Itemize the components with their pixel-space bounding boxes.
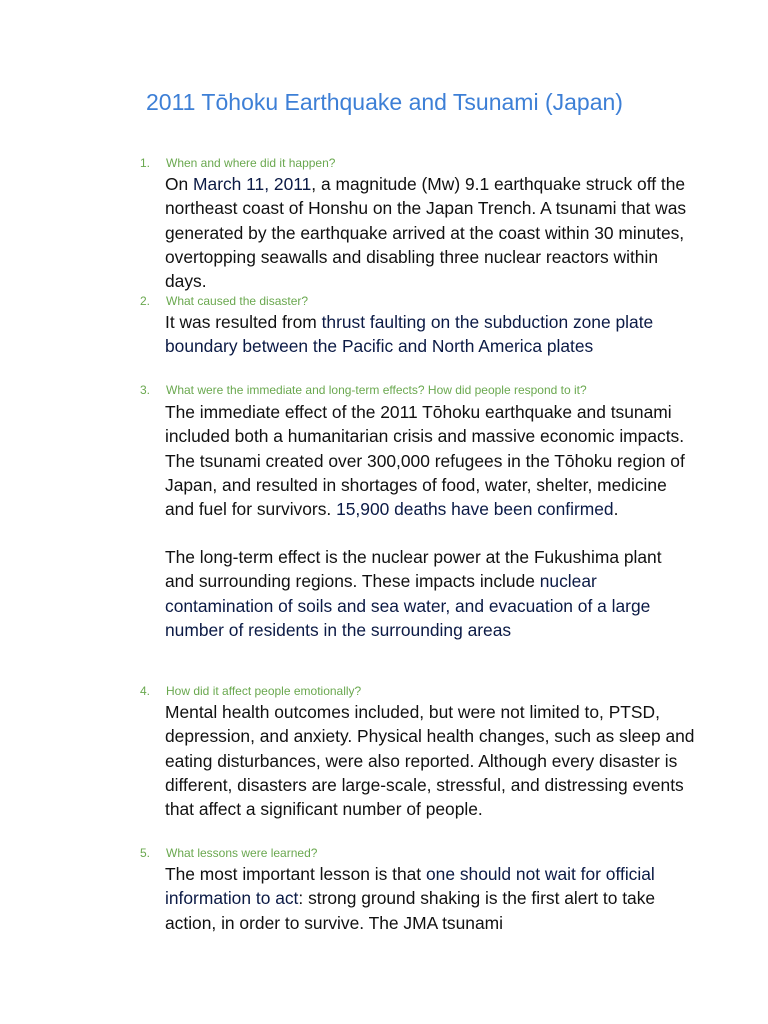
question-1: When and where did it happen? (166, 156, 336, 170)
answer-1-part-1: On (165, 174, 194, 194)
answer-2-part-1: It was resulted from (165, 312, 322, 332)
answer-3-deaths: 15,900 deaths have been confirmed (336, 499, 614, 520)
question-2: What caused the disaster? (166, 294, 309, 308)
answer-2-cause: thrust faulting on the subduction zone plate boundary between the Pacific and North America plates (165, 312, 654, 357)
answer-4 (165, 700, 695, 821)
question-4: How did it affect people emotionally? (166, 684, 362, 698)
list-number-2: 2. (140, 294, 151, 308)
answer-3-part-2: . (613, 499, 619, 520)
answer-3-long-term-part-1: The long-term effect is the nuclear power at the Fukushima plant and surrounding regions. These impacts include (165, 547, 662, 592)
answer-5-part-2: : strong ground shaking is the first alert to take action, in order to survive. The JMA tsunami (165, 888, 656, 933)
answer-5-part-1: The most important lesson is that (165, 864, 426, 884)
list-number-5: 5. (140, 846, 151, 860)
answer-4-text: Mental health outcomes included, but were not limited to, PTSD, depression, and anxiety. Physical health changes, such as sleep and eating disturbances, were also reported. Although every disaster is different, disasters are large-scale, stressful, and distressing events that affect a significant number of people. (165, 702, 695, 820)
answer-5-lesson: one should not wait for official information to act (165, 864, 655, 909)
question-5: What lessons were learned? (166, 846, 318, 860)
answer-3 (165, 400, 695, 521)
list-number-1: 1. (140, 156, 151, 170)
answer-3-long-term-impacts: nuclear contamination of soils and sea water, and evacuation of a large number of residents in the surrounding areas (165, 571, 651, 640)
document-title: 2011 Tōhoku Earthquake and Tsunami (Japan) (146, 89, 623, 115)
question-3: What were the immediate and long-term effects? How did people respond to it? (166, 383, 587, 397)
list-number-3: 3. (140, 383, 151, 397)
answer-3-long-term (165, 545, 695, 642)
answer-1-date: March 11, 2011 (193, 174, 312, 194)
answer-5 (165, 862, 695, 935)
list-number-4: 4. (140, 684, 151, 698)
answer-3-part-1: The immediate effect of the 2011 Tōhoku earthquake and tsunami included both a humanitarian crisis and massive economic impacts. The tsunami created over 300,000 refugees in the Tōhoku region of Japan, and resulted in shortages of food, water, shelter, medicine and fuel for survivors. (165, 402, 685, 520)
answer-2 (165, 310, 695, 359)
answer-1 (165, 172, 695, 293)
answer-1-part-2: , a magnitude (Mw) 9.1 earthquake struck off the northeast coast of Honshu on the Japan Trench. A tsunami that was generated by the earthquake arrived at the coast within 30 minutes, overtopping seawalls and disabling three nuclear reactors within days. (165, 174, 687, 292)
